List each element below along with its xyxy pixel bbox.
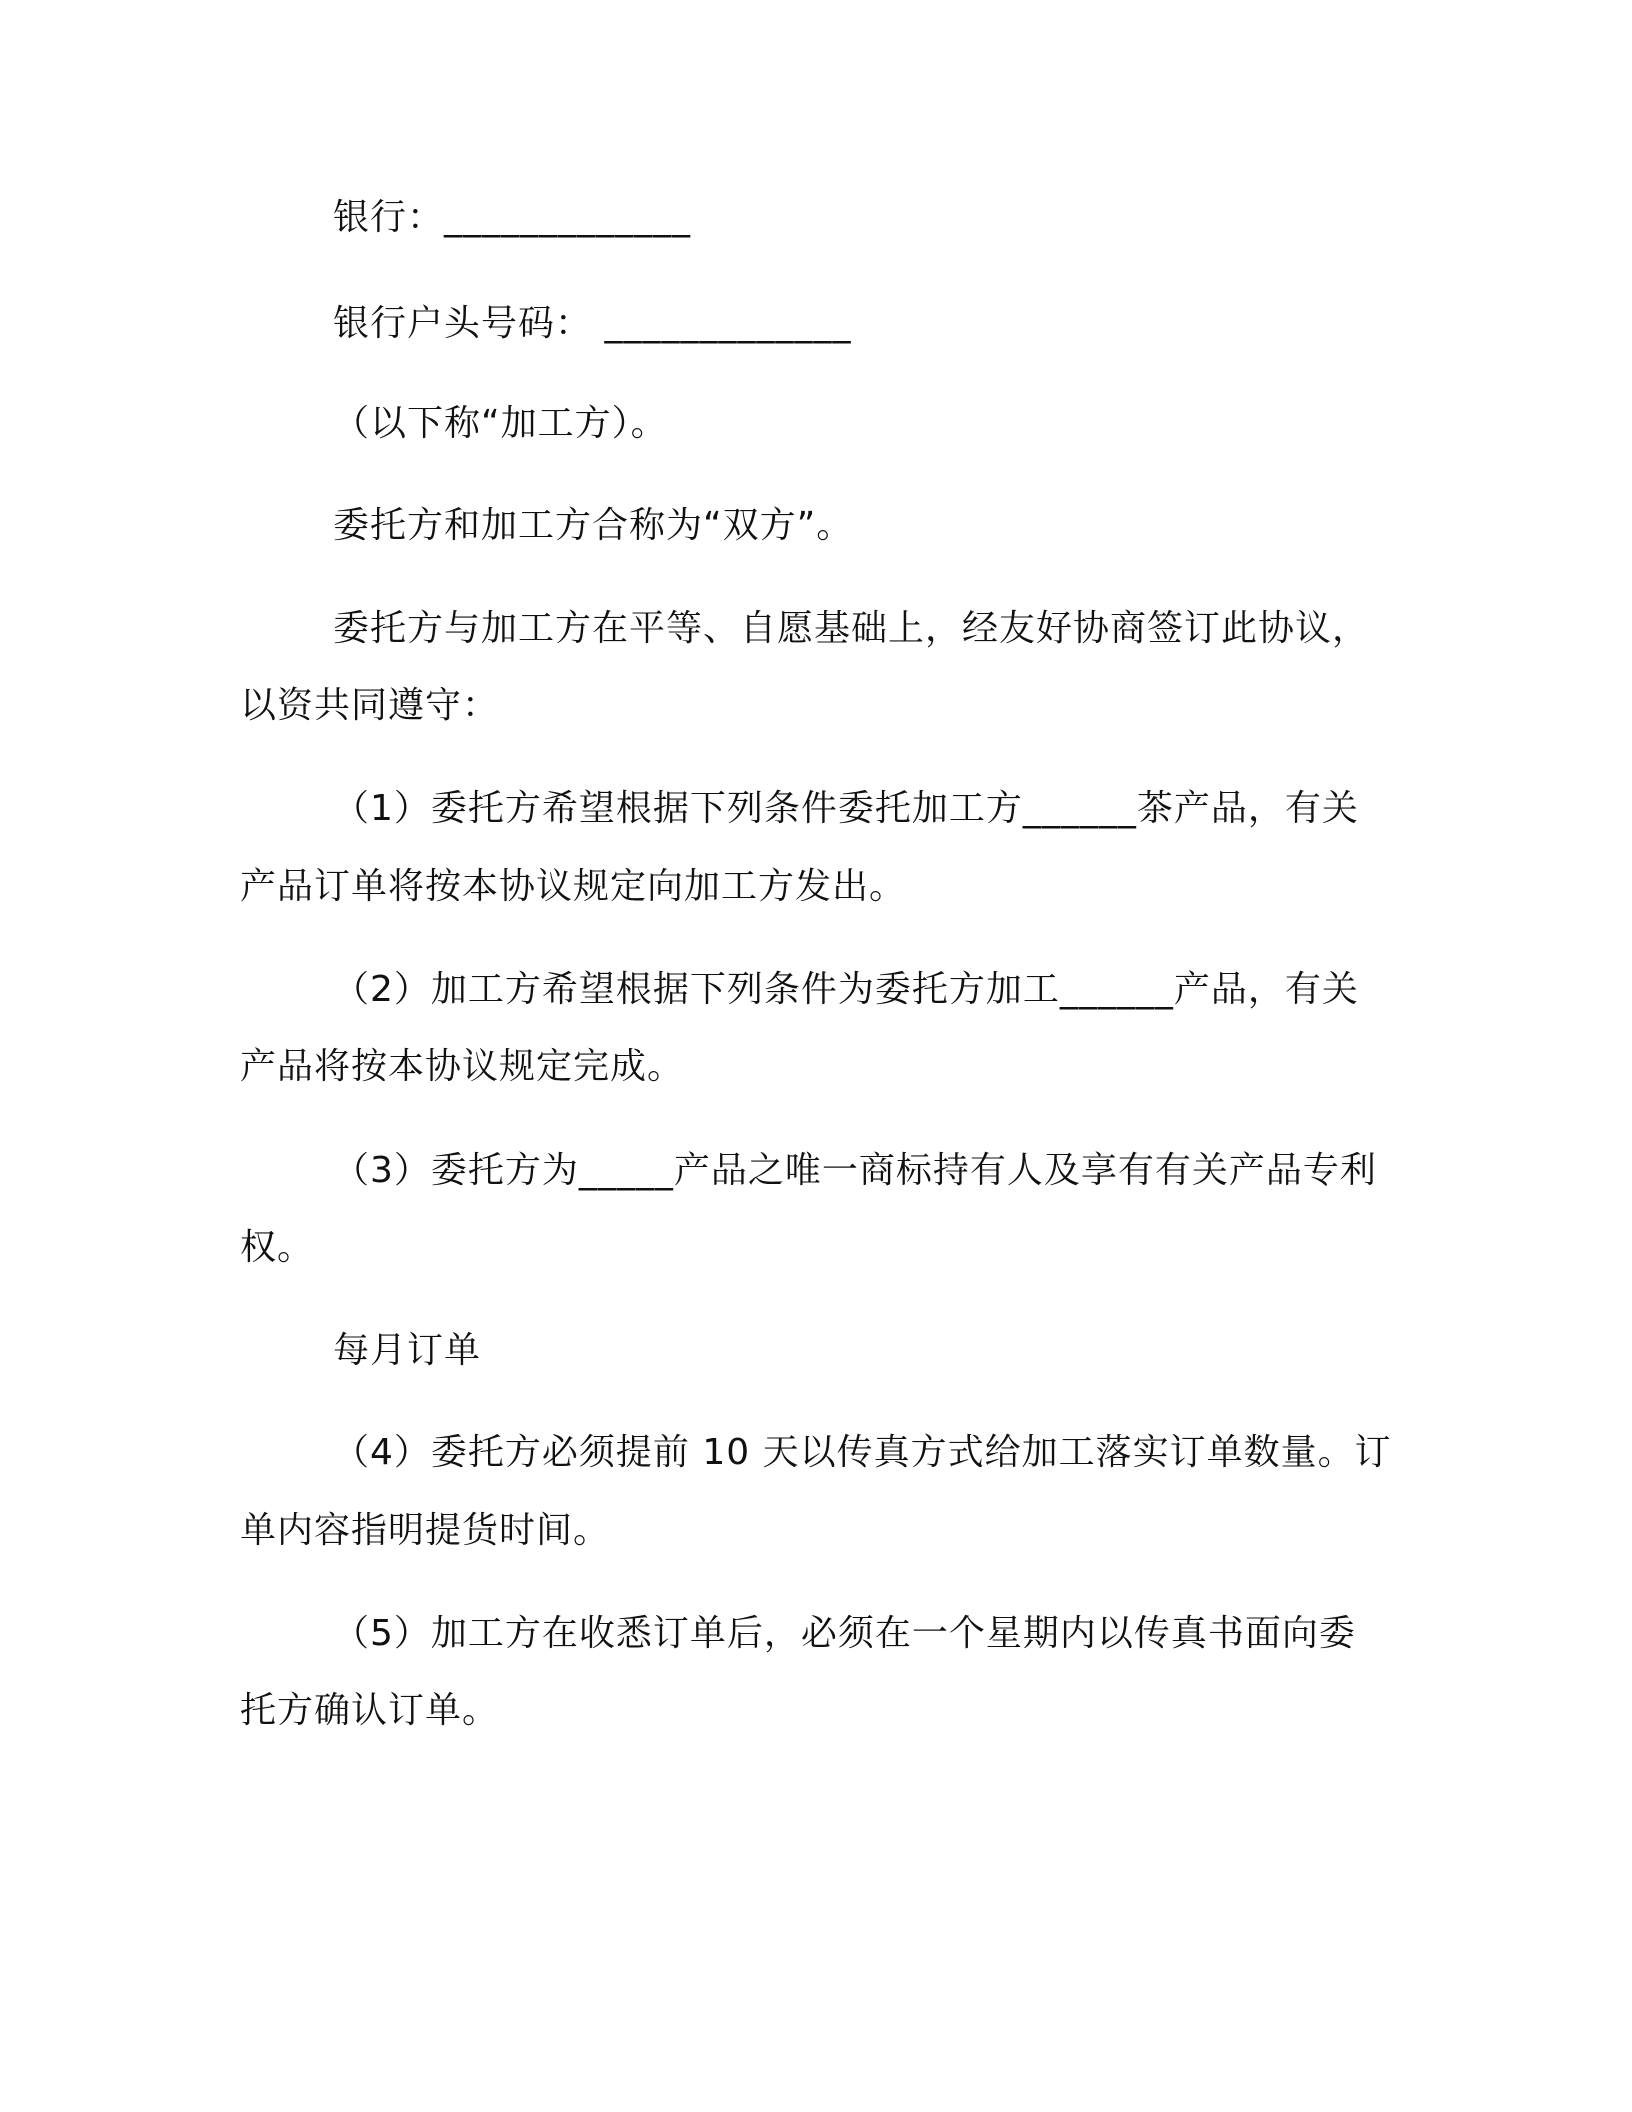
clause-4-line-2: 单内容指明提货时间。 (240, 1510, 611, 1551)
clause-2-line-2: 产品将按本协议规定完成。 (240, 1046, 685, 1087)
processor-definition-line: （以下称“加工方）。 (333, 403, 668, 444)
clause-4-line-1: （4）委托方必须提前 10 天以传真方式给加工落实订单数量。订 (333, 1432, 1392, 1473)
clause-1-line-1: （1）委托方希望根据下列条件委托加工方______茶产品，有关 (333, 788, 1359, 829)
clause-3-line-2: 权。 (240, 1227, 315, 1268)
clause-1-line-2: 产品订单将按本协议规定向加工方发出。 (240, 866, 907, 907)
section-heading-monthly-orders: 每月订单 (333, 1330, 482, 1371)
clause-5-line-2: 托方确认订单。 (240, 1690, 500, 1731)
agreement-intro-line-2: 以资共同遵守： (240, 685, 500, 726)
bank-field-line: 银行：_____________ (333, 197, 692, 238)
clause-5-line-1: （5）加工方在收悉订单后，必须在一个星期内以传真书面向委 (333, 1613, 1356, 1654)
parties-definition-line: 委托方和加工方合称为“双方”。 (333, 505, 854, 546)
clause-3-line-1: （3）委托方为_____产品之唯一商标持有人及享有有关产品专利 (333, 1150, 1377, 1191)
agreement-intro-line-1: 委托方与加工方在平等、自愿基础上，经友好协商签订此协议， (333, 608, 1370, 649)
clause-2-line-1: （2）加工方希望根据下列条件为委托方加工______产品，有关 (333, 969, 1359, 1010)
bank-account-field-line: 银行户头号码： _____________ (333, 303, 852, 344)
